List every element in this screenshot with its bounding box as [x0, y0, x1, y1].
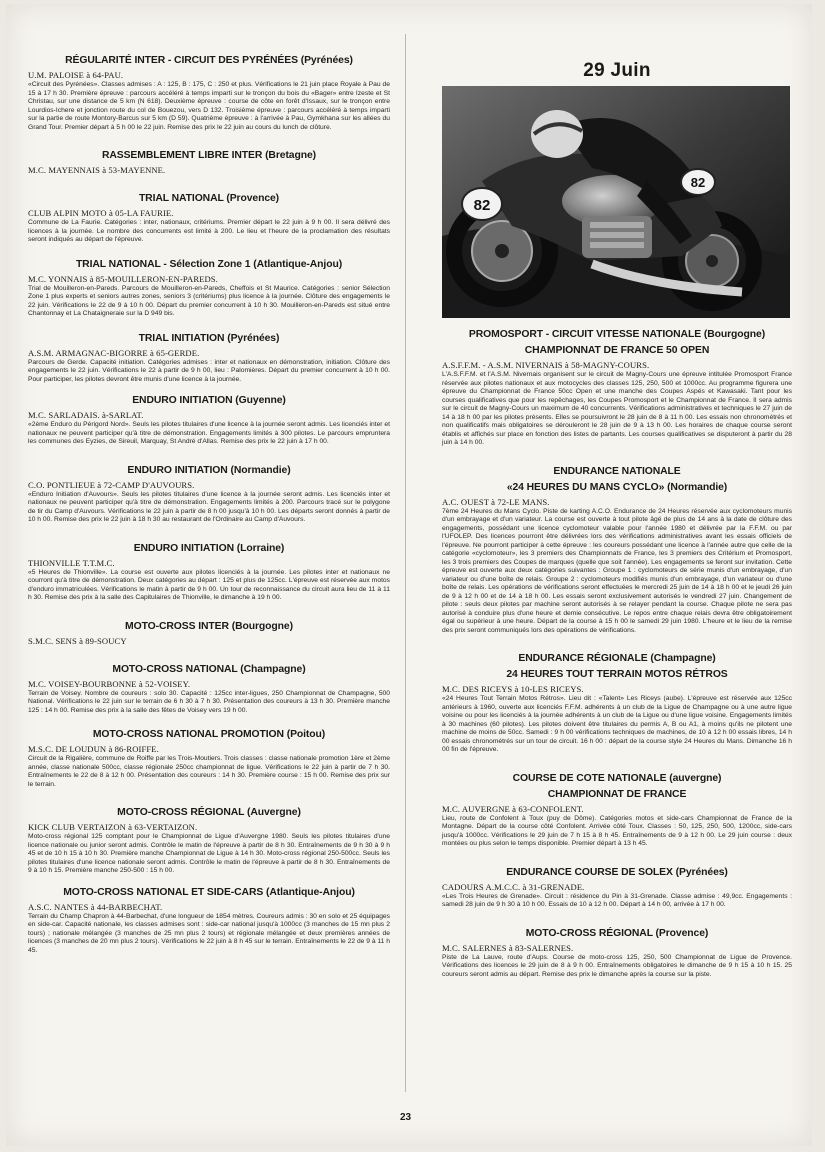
event-heading: TRIAL NATIONAL - Sélection Zone 1 (Atlantique-Anjou) [75, 258, 343, 270]
event-heading: MOTO-CROSS RÉGIONAL (Auvergne) [117, 807, 301, 818]
front-race-number: 82 [473, 197, 491, 214]
event-club: A.S.C. NANTES à 44-BARBECHAT. [28, 901, 163, 912]
event-section [28, 149, 390, 175]
event-club: U.M. PALOISE à 64-PAU. [28, 70, 124, 80]
event-club: M.C. SARLADAIS. à-SARLAT. [28, 410, 144, 420]
event-section [28, 332, 390, 385]
event-section [28, 464, 390, 525]
event-body: «Circuit des Pyrénées». Classes admises : A : 125, B : 175, C : 250 et plus. Vérifications le 21 juin place Royale à Pau de 15 à 17 h 30. Première épreuve : parcours accéléré à temps imparti sur le tronçon du bois du «Bager» entre Izeste et St Christau, sur une distance de 5 km (N 618). Deuxième épreuve : course de côte en forêt d'Issaux, sur le tronçon entre Lourdios-Ichere et jonction route du col de Bouezou, vers D 132. Troisième épreuve : parcours accéléré à temps imparti sur la partie de route Montory-Barcus sur 5 km (D 59). Quatrième épreuve : à l'arrivée à Pau, Gymkhana sur les allées du Grand Tour. Premier départ à 5 h 00 le 22 juin. Remise des prix le 22 juin au cours du lunch de clôture. [28, 81, 390, 131]
event-heading: TRIAL INITIATION (Pyrénées) [138, 332, 280, 344]
event-body: Commune de La Faurie. Catégories : inter, nationaux, critériums. Premier départ le 22 juin à 9 h 00. Il sera délivré des licences à la journée. Le nombre des concurrents est limité à 200. Le lieu et l'heure de la proclamation des résultats seront indiqués au départ de l'épreuve. [28, 219, 390, 243]
event-body: «Enduro Initiation d'Auvours». Seuls les pilotes titulaires d'une licence à la journée seront admis. Les licenciés inter et nationaux ne peuvent participer qu'à titre de démonstration. Engagements limités à 200. Parcours tracé sur le polygone de tir du Camp d'Auvours. Vérifications le 22 juin à partir de 8 h 00 jusqu'à 10 h 00. Les départs seront donnés à partir de 10 h 00. Remise des prix le 22 juin à 18 h 30 au restaurant de l'Ordinaire au Camp d'Auvours. [28, 490, 390, 523]
event-club: CLUB ALPIN MOTO à 05-LA FAURIE. [28, 208, 174, 218]
event-section [28, 886, 390, 956]
event-club: M.C. SALERNES à 83-SALERNES. [442, 942, 574, 953]
event-club: M.S.C. DE LOUDUN à 86-ROIFFE. [28, 744, 159, 754]
event-club: A.S.F.F.M. - A.S.M. NIVERNAIS à 58-MAGNY-COURS. [442, 360, 650, 370]
event-section [442, 927, 792, 980]
event-body: «2ème Enduro du Périgord Nord». Seuls les pilotes titulaires d'une licence à la journée seront admis. Les licenciés inter et nationaux ne peuvent participer qu'à titre de démonstration. Engagements limités à 300 pilotes. Le parcours empruntera les communes des Eyzies, de Sireuil, Marquay, St André d'Allas. Remise des prix le 22 juin à 17 h 00. [28, 421, 390, 445]
event-subheading: «24 HEURES DU MANS CYCLO» (Normandie) [506, 481, 728, 493]
event-club: A.S.M. ARMAGNAC-BIGORRE à 65-GERDE. [28, 347, 200, 358]
event-heading: MOTO-CROSS NATIONAL ET SIDE-CARS (Atlantique-Anjou) [63, 886, 355, 898]
event-section [28, 192, 390, 245]
event-heading: ENDURO INITIATION (Guyenne) [132, 395, 286, 406]
event-body: Terrain de Voisey. Nombre de coureurs : solo 30. Capacité : 125cc inter-ligues, 250 Championnat de Champagne, 500 National. Vérifications le 22 juin sur le terrain de 6 h 30 à 7 h 30. Présentation des coureurs à 13 h 30. Première manche 125 : 14 h 00. Remise des prix à la salle des fêtes de Voisey vers 19 h 00. [28, 689, 390, 714]
event-club: M.C. AUVERGNE à 63-CONFOLENT. [442, 803, 584, 814]
event-club: S.M.C. SENS à 89-SOUCY [28, 635, 127, 646]
left-column [28, 54, 390, 959]
page-number: 23 [400, 1112, 412, 1123]
event-section [28, 663, 390, 716]
event-section [442, 465, 792, 636]
event-section [28, 542, 390, 603]
event-section [28, 258, 390, 319]
event-club: M.C. MAYENNAIS à 53-MAYENNE. [28, 165, 166, 175]
event-body: Piste de La Lauve, route d'Aups. Course de moto-cross 125, 250, 500 Championnat de Ligue de Provence. Vérifications des licences le 29 juin de 8 à 9 h 00. Entraînements obligatoires le dimanche de 9 h 15 à 10 h 15. 25 coureurs seront admis au départ. Remise des prix le dimanche après la course sur la piste. [442, 953, 792, 978]
event-subheading: CHAMPIONNAT DE FRANCE [547, 788, 687, 800]
magazine-page [6, 4, 812, 1146]
event-body: L'A.S.F.F.M. et l'A.S.M. Nivernais organisent sur le circuit de Magny-Cours une épreuve intitulée Promosport France réservée aux pilotes nationaux et aux motocycles des classes 125, 250, 500 et 1000cc. Au programme figurera une épreuve du Championnat de France 50cc Open et une manche des Coupes Aspés et Kawasaki. Tant pour les courses qualificatives que pour les repêchages, les Coupes Promosport et le Championnat de France. Il sera admis sur le circuit de Magny-Cours un maximum de 40 concurrents. Vérifications administratives et techniques le 27 juin de 14 à 18 h 00 par les pilotes présents. Elles se poursuivront le 28 juin de 8 à 11 h 00. Les essais non chronométrés et non qualificatifs mais obligatoires se dérouleront le 28 juin de 9 à 13 h 00. Les horaires de chaque course seront établis et affichés sur place en fonction des listes de partants. Les courses qualificatives se disputeront à partir du 28 juin à 14 h 00. [442, 371, 792, 446]
event-club: KICK CLUB VERTAIZON à 63-VERTAIZON. [28, 822, 198, 832]
event-body: «5 Heures de Thionville». La course est ouverte aux pilotes licenciés à la journée. Les pilotes inter et nationaux ne courront qu'à titre de démonstration. Deux catégories au départ : 125 et plus de 125cc. L'épreuve est réservée aux motos d'enduro immatriculées. Vérifications le matin à partir de 9 h 00. Un tour de reconnaissance du circuit aura lieu de 11 à 11 h 30. Remise des prix à la salle des Capitulaires de Thionville, le dimanche à 19 h 00. [28, 568, 390, 601]
event-body: Lieu, route de Confolent à Toux (puy de Dôme). Catégories motos et side-cars Championnat de France de la Montagne. Départ de la course côté Confolent. Arrivée côté Toux. Classes : 50, 125, 250, 500, 1200cc, side-cars jusqu'à 1000cc. Vérifications le 29 juin de 7 h 15 à 8 h 45. Entraînements de 9 à 12 h 00. Le 29 juin course : deux montées ou plus selon le temps disponible. Premier départ à 13 h 45. [442, 814, 792, 847]
event-club: M.C. DES RICEYS à 10-LES RICEYS. [442, 684, 584, 694]
event-club: M.C. VOISEY-BOURBONNE à 52-VOISEY. [28, 678, 191, 689]
event-section [442, 652, 792, 755]
event-body: Circuit de la Rigalière, commune de Roiffe par les Trois-Moutiers. Trois classes : classe nationale promotion 1ère et 2ème année, classe nationale 500cc, classe régionale 250cc championnat de ligue. Vérifications le 22 juin à partir de 7 h 30. Entraînements le 22 de 8 à 12 h 00. Présentation des coureurs : 14 h 30. Première course : 15 h 00. Remise des prix sur le terrain. [28, 755, 390, 788]
event-body: Terrain du Champ Chapron à 44-Barbechat, d'une longueur de 1854 mètres. Coureurs admis : 30 en solo et 25 équipages en side-car. Capacité nationale, les classes admises sont : side-car national jusqu'à 1000cc (3 manches de 15 mn plus 2 tours) ; nationale mélangée (3 manches de 25 mn plus 2 tours) et régionale mélangée et deux premières années de licences (3 manches de 20 mn plus 2 tours). Vérifications le 22 juin à 8 h 45 sur le terrain. Entraînements le 22 de 9 à 11 h 45. [28, 912, 390, 954]
event-section [28, 54, 390, 132]
event-section [442, 772, 792, 849]
event-heading: MOTO-CROSS RÉGIONAL (Provence) [525, 927, 709, 939]
event-subheading: CHAMPIONNAT DE FRANCE 50 OPEN [524, 345, 710, 356]
event-body: Trial de Mouilleron-en-Pareds. Parcours de Mouilleron-en-Pareds, Cheffois et St Maurice. Catégories : senior Sélection Zone 1 plus experts et seniors autres zones, seniors 3 (critériums) plus licence à la journée. Clôture des engagements le 22 juin. Vérifications le 22 de 9 à 10 h 00. Départ du premier concurrent à 10 h 30. Mouilleron-en-Pareds est situé entre Chantonnay et La Chataigneraie sur la D 949 bis. [28, 284, 390, 317]
event-section [28, 620, 390, 646]
event-body: Parcours de Gerde. Capacité initiation. Catégories admises : inter et nationaux en démonstration, initiation. Clôture des engagements le 22 juin. Vérifications le 22 à partir de 9 h 00, lieu : Palomières. Départ du premier concurrent à 10 h 00. Pour participer, les pilotes devront être munis d'une licence à la journée. [28, 358, 390, 383]
event-club: C.O. PONTLIEUE à 72-CAMP D'AUVOURS. [28, 479, 195, 490]
event-club: M.C. YONNAIS à 85-MOUILLERON-EN-PAREDS. [28, 273, 218, 284]
event-body: «Les Trois Heures de Grenade». Circuit : résidence du Pin à 31-Grenade. Classe admise : 49,9cc. Engagements : samedi 28 juin de 9 h 30 à 10 h 00. Essais de 10 à 12 h 00. Départ à 14 h 00, arrivée à 17 h 00. [442, 892, 792, 908]
event-section [442, 866, 792, 910]
right-column [442, 60, 792, 983]
event-heading: ENDURANCE RÉGIONALE (Champagne) [518, 653, 716, 664]
event-body: 7ème 24 Heures du Mans Cyclo. Piste de karting A.C.O. Endurance de 24 Heures réservée aux cyclomoteurs munis d'un embrayage et d'un variateur. La course est ouverte à tout pilote âgé de plus de 14 ans à la date de clôture des engagements, possédant une licence cyclomoteur valable pour l'année 1980 et délivrée par la F.F.M. ou par l'UFOLEP. Des licences pourront être délivrées lors des vérifications administratives avant les essais officiels de l'épreuve. Ne pourront participer à cette épreuve : les coureurs possédant une licence à l'année autre que celle de la catégorie «cyclomoteur», les 3 premiers des Championnats de France, les 3 premiers des Critérium et Promosport, les 3 trois premiers des Coupes de marques (quelle que soit l'année). Les engagements se feront sur invitation. Cette épreuve est ouverte aux deux catégories suivantes : Groupe 1 : cyclomoteurs de série munis d'un embrayage, d'un variateur ou d'une boîte de relais. Groupe 2 : cyclomoteurs modifiés munis d'un embrayage, d'un variateur ou d'une boîte de relais. Les opérations de vérifications seront effectuées le mercredi 25 juin de 14 à 18 h 00 et le jeudi 26 juin de 9 à 12 h 00 et de 14 à 18 h 00. Les essais seront exclusivement autorisés le vendredi 27 juin. Changement de pilote : seuls deux pilotes par machine seront autorisés à se relayer pendant la course. Chaque pilote ne sera pas autorisé à conduire plus d'une heure et demie consécutive. Le repos entre chaque relais devra être obligatoirement égal ou supérieur à une heure. Départ de la course à 15 h 00 le samedi 29 juin 1980. L'heure et le lieu de la remise des prix seront communiqués lors des opérations de vérifications. [442, 507, 792, 634]
event-section [28, 806, 390, 876]
event-heading: PROMOSPORT - CIRCUIT VITESSE NATIONALE (Bourgogne) [468, 329, 766, 340]
column-divider [405, 34, 406, 1092]
event-club: CADOURS A.M.C.C. à 31-GRENADE. [442, 881, 585, 892]
event-subheading: 24 HEURES TOUT TERRAIN MOTOS RÉTROS [506, 669, 728, 680]
event-heading: ENDURO INITIATION (Lorraine) [133, 542, 285, 554]
event-heading: ENDURANCE NATIONALE [553, 465, 681, 477]
event-body: Moto-cross régional 125 comptant pour le Championnat de Ligue d'Auvergne 1980. Seuls les pilotes titulaires d'une licence nationale ou junior seront admis. Contrôle le matin de l'épreuve à partir de 8 h 30. Entraînements de 9 h 30 à 9 h 45 et de 10 h 15 à 10 h 30. Première manche Championnat de Ligue à 14 h 30. Moto-cross régional 250-500cc. Seuls les pilotes titulaires d'une licence nationale seront admis. Contrôle le matin de l'épreuve à partir de 8 h 30. Entraînements de 9 à 10 h 15. Première manche 250-500 : 15 h 00. [28, 833, 390, 874]
motorcycle-racer-image [442, 86, 790, 318]
event-heading: RASSEMBLEMENT LIBRE INTER (Bretagne) [101, 150, 317, 161]
event-body: «24 Heures Tout Terrain Motos Rétros». Lieu dit : «Talent» Les Riceys (aube). L'épreuve est réservée aux 125cc antérieurs à 1960, ouverte aux licenciés F.F.M. adhérents à un club de la Ligue de Champagne ou à une autre ligue voisine ou pour les licenciés à la journée adhérents à un club de la Ligue ou d'une ligue voisine. Engagements limités à 30 machines (60 pilotes). Les pilotes doivent être titulaires du permis A, B ou A1, à moins qu'ils ne pilotent une machine de moins de 50cc. Samedi : 9 h 00 vérifications techniques de machines, de 10 à 12 h 00 essais libres, 14 h 00 essais chronométrés sur un tour de circuit. 16 h 00 : départ de la course style 24 Heures du Mans. Dimanche 16 h 00 fin de l'épreuve. [442, 695, 792, 753]
event-heading: RÉGULARITÉ INTER - CIRCUIT DES PYRÉNÉES (Pyrénées) [65, 55, 353, 66]
event-heading: ENDURANCE COURSE DE SOLEX (Pyrénées) [506, 866, 728, 878]
event-section [28, 394, 390, 447]
event-heading: COURSE DE COTE NATIONALE (auvergne) [512, 772, 722, 784]
event-heading: ENDURO INITIATION (Normandie) [127, 464, 291, 476]
event-section [442, 328, 792, 448]
event-heading: MOTO-CROSS INTER (Bourgogne) [125, 620, 293, 632]
motorcycle-race-photo [442, 86, 790, 318]
date-title: 29 Juin [583, 60, 651, 81]
event-section [28, 728, 390, 789]
event-heading: TRIAL NATIONAL (Provence) [138, 193, 280, 204]
event-heading: MOTO-CROSS NATIONAL PROMOTION (Poitou) [92, 729, 326, 740]
event-club: THIONVILLE T.T.M.C. [28, 557, 115, 568]
side-race-number: 82 [690, 175, 706, 190]
event-heading: MOTO-CROSS NATIONAL (Champagne) [112, 663, 306, 675]
event-club: A.C. OUEST à 72-LE MANS. [442, 496, 550, 507]
